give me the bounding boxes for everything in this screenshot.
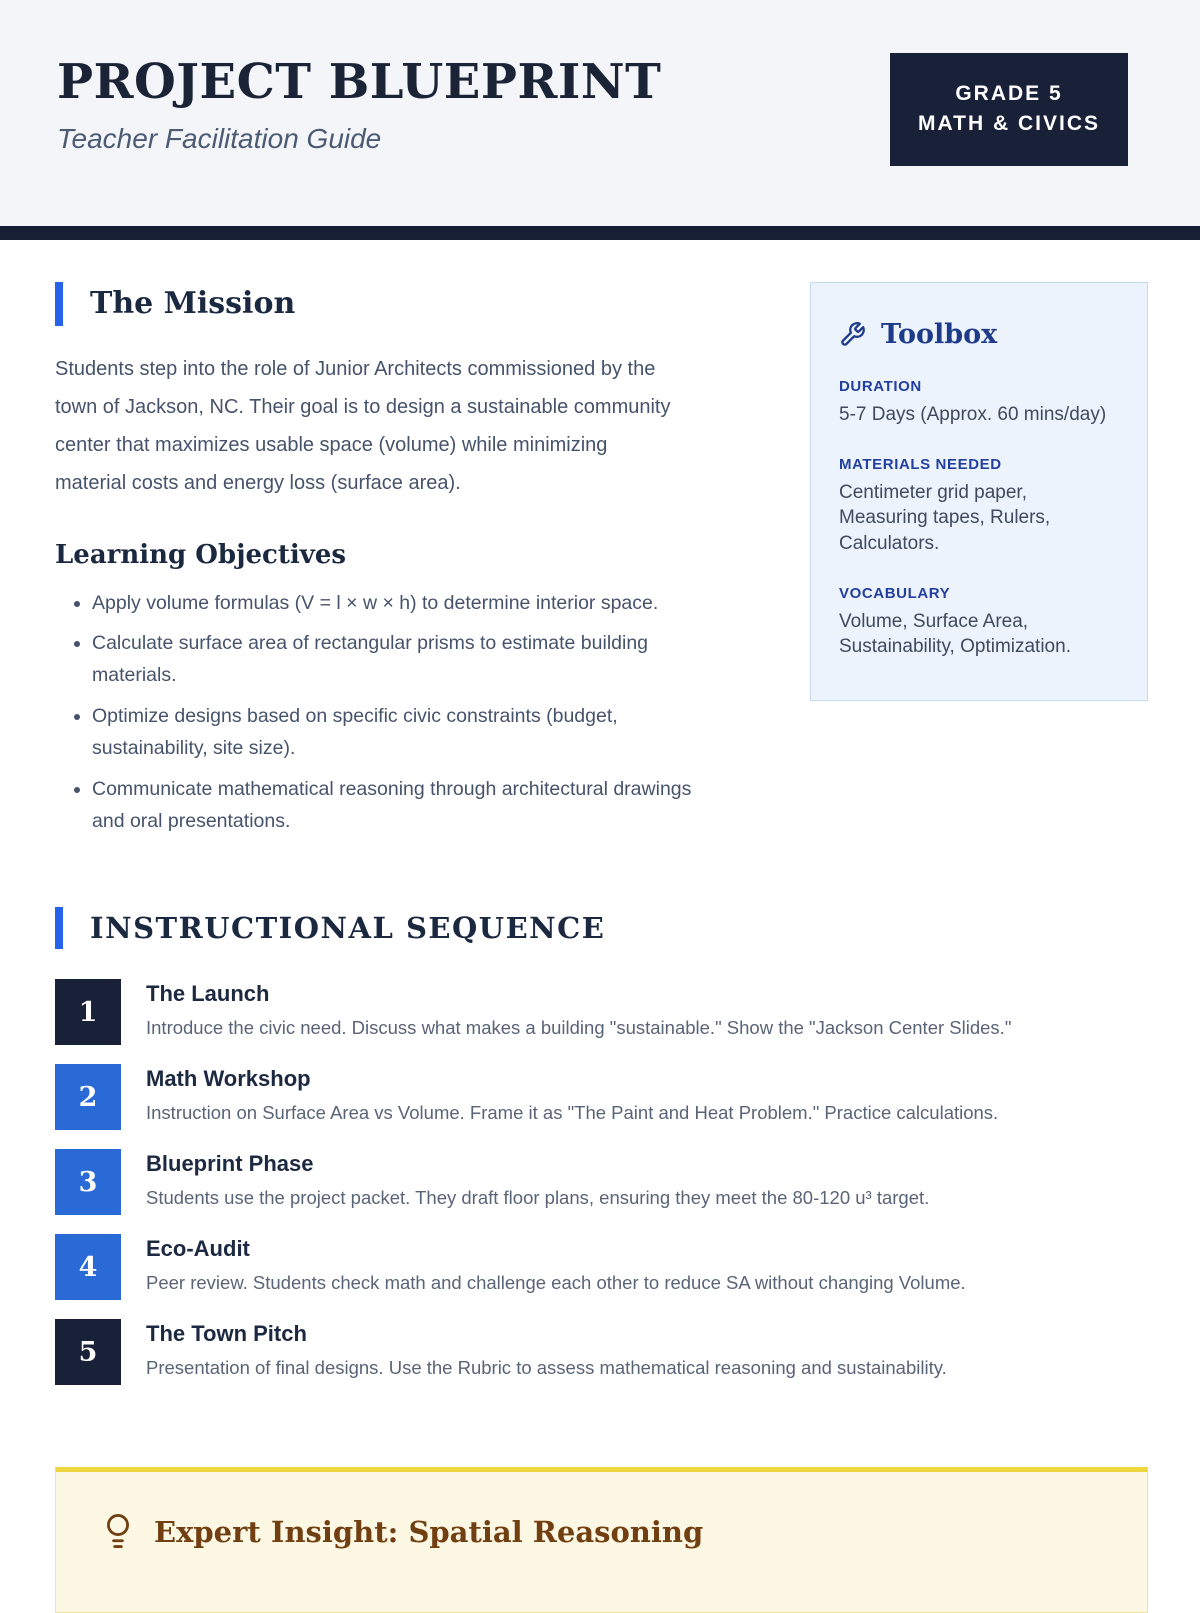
main-content xyxy=(0,240,1200,1613)
lightbulb-icon xyxy=(104,1512,132,1552)
toolbox-section-vocabulary xyxy=(839,585,1119,660)
step-body xyxy=(146,1234,966,1294)
objective-item: • Calculate surface area of rectangular prisms to estimate building materials. xyxy=(92,628,712,692)
step-row xyxy=(55,1234,1148,1300)
divider-bar xyxy=(0,226,1200,240)
step-title: The Town Pitch xyxy=(146,1321,307,1347)
step-row xyxy=(55,1149,1148,1215)
page-subtitle: Teacher Facilitation Guide xyxy=(57,122,382,154)
toolbox-heading-row xyxy=(839,319,1119,350)
step-description: Instruction on Surface Area vs Volume. Frame it as "The Paint and Heat Problem." Practice calculations. xyxy=(146,1101,999,1123)
step-title: The Launch xyxy=(146,981,270,1007)
grade-badge-line2: MATH & CIVICS xyxy=(918,112,1100,136)
toolbox-card xyxy=(810,282,1148,701)
toolbox-heading: Toolbox xyxy=(881,319,998,350)
sequence-heading: INSTRUCTIONAL SEQUENCE xyxy=(90,911,606,946)
mission-heading: The Mission xyxy=(90,286,296,321)
step-title: Blueprint Phase xyxy=(146,1151,314,1177)
objective-item: • Optimize designs based on specific civic constraints (budget, sustainability, site size). xyxy=(92,701,712,765)
step-row xyxy=(55,1064,1148,1130)
mission-columns xyxy=(55,282,1148,847)
step-body xyxy=(146,1149,929,1209)
step-body xyxy=(146,1319,947,1379)
objectives-list xyxy=(55,588,715,839)
step-title: Eco-Audit xyxy=(146,1236,250,1262)
step-description: Presentation of final designs. Use the Rubric to assess mathematical reasoning and sustainability. xyxy=(146,1356,947,1378)
section-accent-bar xyxy=(55,282,63,326)
insight-card xyxy=(55,1467,1148,1613)
sequence-section xyxy=(55,907,1148,1385)
insight-heading-row xyxy=(104,1512,1099,1552)
step-number: 2 xyxy=(55,1064,121,1130)
sequence-heading-row xyxy=(55,907,1148,949)
step-number: 1 xyxy=(55,979,121,1045)
grade-badge-line1: GRADE 5 xyxy=(955,82,1063,105)
step-title: Math Workshop xyxy=(146,1066,311,1092)
page-title: PROJECT BLUEPRINT xyxy=(57,54,662,110)
step-body xyxy=(146,1064,998,1124)
toolbox-label: VOCABULARY xyxy=(839,584,951,602)
toolbox-label: DURATION xyxy=(839,378,922,395)
steps-list xyxy=(55,979,1148,1385)
step-row xyxy=(55,979,1148,1045)
mission-heading-row xyxy=(55,282,755,326)
toolbox-section-duration xyxy=(839,378,1119,428)
section-accent-bar xyxy=(55,907,63,949)
step-number: 4 xyxy=(55,1234,121,1300)
step-description: Students use the project packet. They draft floor plans, ensuring they meet the 80-120 u³ target. xyxy=(146,1186,930,1208)
mission-body: Students step into the role of Junior Architects commissioned by the town of Jackson, NC. Their goal is to design a sustainable community center that maximizes usable space (volume) while minimizing material costs and energy loss (surface area). xyxy=(55,357,671,494)
step-description: Peer review. Students check math and challenge each other to reduce SA without changing Volume. xyxy=(146,1271,966,1293)
step-number: 3 xyxy=(55,1149,121,1215)
step-row xyxy=(55,1319,1148,1385)
toolbox-text: 5-7 Days (Approx. 60 mins/day) xyxy=(839,404,1107,425)
objective-item: • Apply volume formulas (V = l × w × h) to determine interior space. xyxy=(92,588,712,620)
wrench-icon xyxy=(839,321,866,348)
toolbox-label: MATERIALS NEEDED xyxy=(839,455,1002,473)
mission-section xyxy=(55,282,755,847)
toolbox-text: Centimeter grid paper, Measuring tapes, Rulers, Calculators. xyxy=(839,481,1051,554)
objectives-heading: Learning Objectives xyxy=(55,539,347,570)
objective-item: • Communicate mathematical reasoning through architectural drawings and oral presentations. xyxy=(92,774,712,838)
toolbox-text: Volume, Surface Area, Sustainability, Optimization. xyxy=(839,610,1071,658)
step-number: 5 xyxy=(55,1319,121,1385)
insight-heading: Expert Insight: Spatial Reasoning xyxy=(154,1515,704,1550)
toolbox-section-materials xyxy=(839,456,1119,557)
header xyxy=(0,0,1200,226)
grade-badge xyxy=(890,53,1128,166)
step-description: Introduce the civic need. Discuss what makes a building "sustainable." Show the "Jackson Center Slides." xyxy=(146,1016,1012,1038)
step-body xyxy=(146,979,1011,1039)
